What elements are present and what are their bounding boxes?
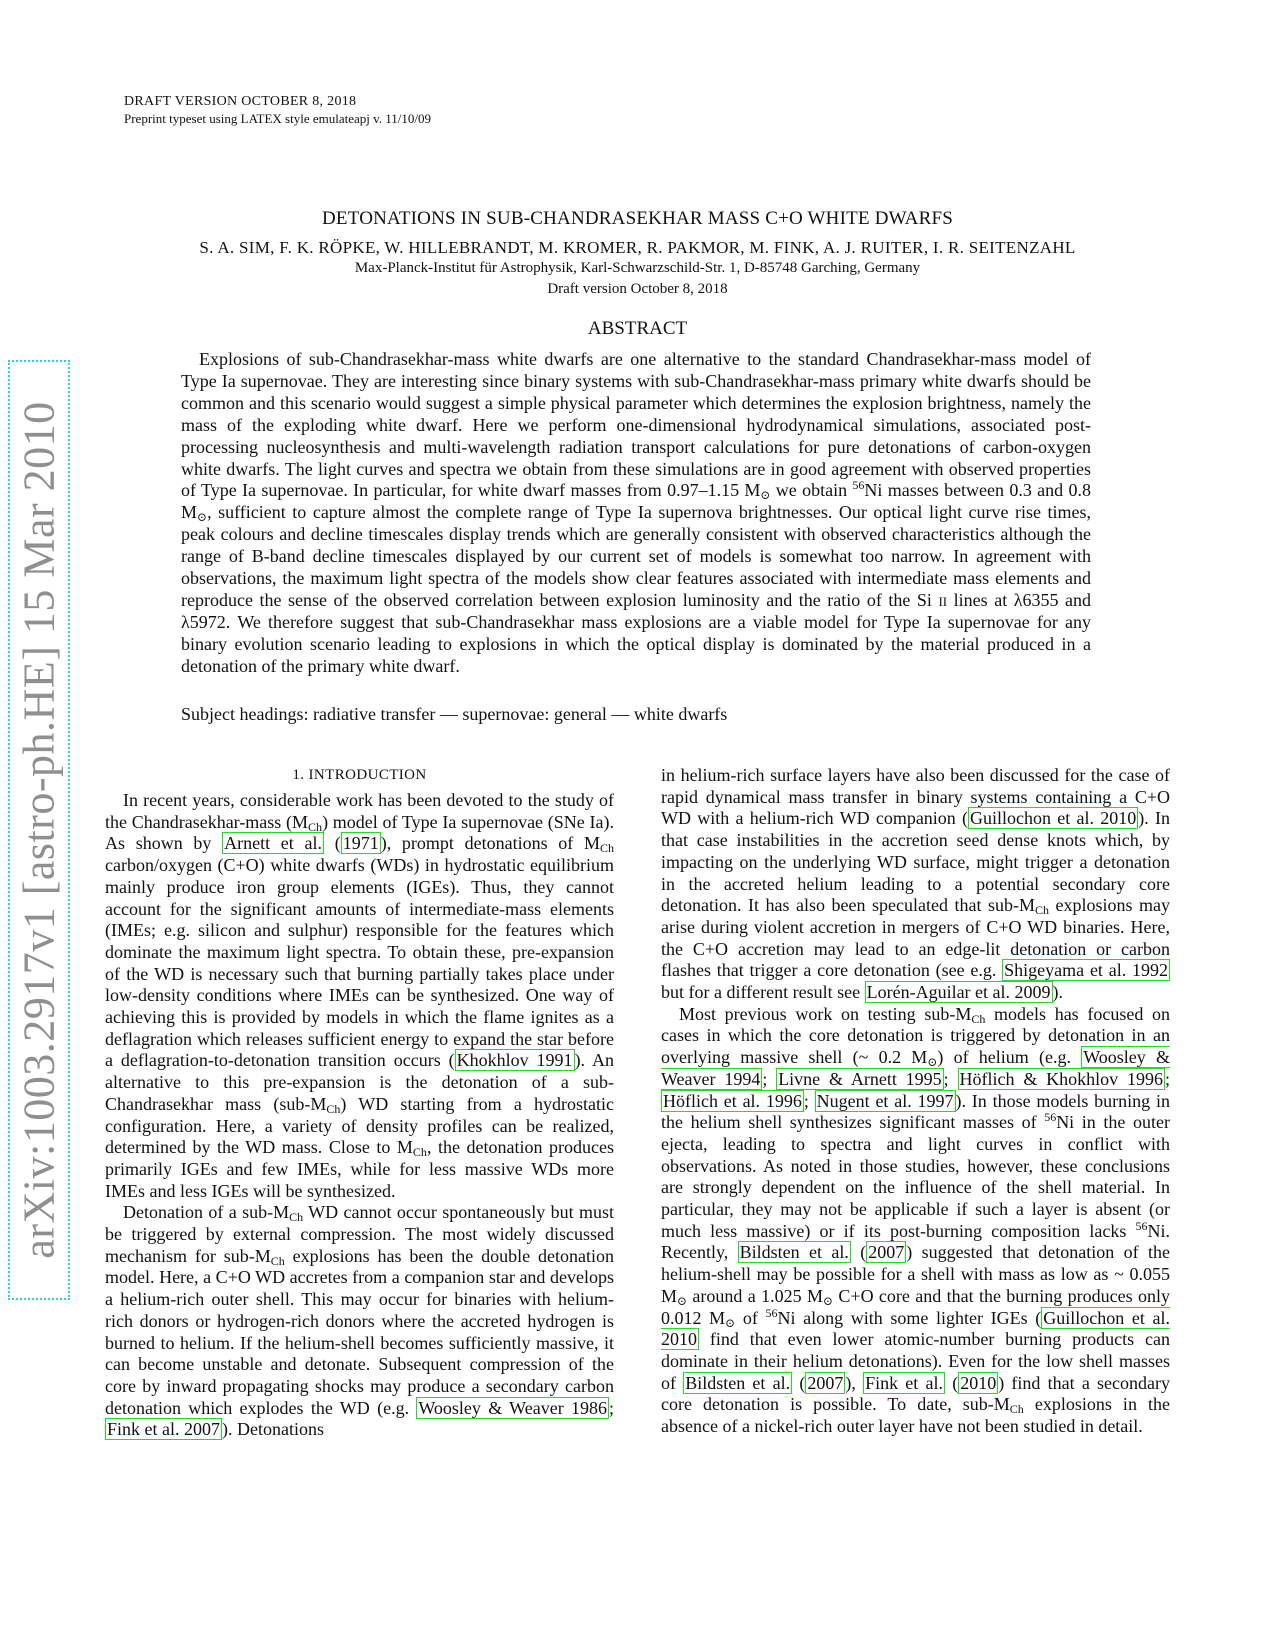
section-heading-introduction: 1. INTRODUCTION xyxy=(292,767,427,783)
abstract-heading: ABSTRACT xyxy=(587,318,688,339)
citation-link[interactable]: Bildsten et al. xyxy=(685,1372,791,1393)
paper-title: DETONATIONS IN SUB-CHANDRASEKHAR MASS C+O WHITE DWARFS xyxy=(322,208,953,229)
preprint-note: Preprint typeset using LATEX style emulateapj v. 11/10/09 xyxy=(124,111,432,126)
citation-link[interactable]: 2007 xyxy=(868,1242,905,1263)
author-list: S. A. SIM, F. K. RÖPKE, W. HILLEBRANDT, M. KROMER, R. PAKMOR, M. FINK, A. J. RUITER, I. R. SEITENZAHL xyxy=(199,238,1076,257)
right-column xyxy=(661,765,1170,1438)
affiliation: Max-Planck-Institut für Astrophysik, Karl-Schwarzschild-Str. 1, D-85748 Garching, Germany xyxy=(354,260,921,276)
citation-link[interactable]: Arnett et al. xyxy=(224,833,322,854)
citation-link[interactable]: Fink et al. xyxy=(865,1372,943,1393)
citation-link[interactable]: Woosley & Weaver 1986 xyxy=(418,1397,607,1418)
intro-paragraph-4: Most previous work on testing sub-$M_{Ch}$ models has focused on cases in which the core detonation is triggered by detonation in an overlying massive shell (~ 0.2 $M_⊙$) of helium (e.g. Woosley & Weaver 1994 ; Livne & Arnett 1995 ; Höflich & Khokhlov 1996 ; Höflich et al. 1996 ; Nugent et al. 1997 ). In those models burning in the helium shell synthesizes significant masses of $^{56}$Ni in the outer ejecta, leading to spectra and light curves in conflict with observations. As noted in those studies, however, these conclusions are strongly dependent on the influence of the shell material. In particular, they may not be applicable if such a layer is absent (or much less massive) or if its post-burning composition lacks $^{56}$Ni. Recently, Bildsten et al. ( 2007 ) suggested that detonation of the helium-shell may be possible for a shell with mass as low as ~ 0.055 $M_⊙$ around a 1.025 $M_⊙$ C+O core and that the burning produces only 0.012 $M_⊙$ of $^{56}$Ni along with some lighter IGEs ( Guillochon et al. 2010 find that even lower atomic-number burning products can dominate in their helium detonations). Even for the low shell masses of Bildsten et al. ( 2007 ), Fink et al. ( 2010 ) find that a secondary core detonation is possible. To date, sub-$M_{Ch}$ explosions in the absence of a nickel-rich outer layer have not been studied in detail. xyxy=(661,1003,1171,1437)
subject-headings: Subject headings: radiative transfer — supernovae: general — white dwarfs xyxy=(181,704,728,724)
left-column xyxy=(105,790,614,1441)
citation-link[interactable]: Khokhlov 1991 xyxy=(456,1050,573,1071)
draft-version: Draft version October 8, 2018 xyxy=(547,281,728,297)
intro-paragraph-3: in helium-rich surface layers have also been discussed for the case of rapid dynamical mass transfer in binary systems containing a C+O WD with a helium-rich WD companion ( Guillochon et al. 2010 ). In that case instabilities in the accretion seed dense knots which, by impacting on the underlying WD surface, might trigger a detonation in the accreted helium leading to a potential secondary core detonation. It has also been speculated that sub-$M_{Ch}$ explosions may arise during violent accretion in mergers of C+O WD binaries. Here, the C+O accretion may lead to an edge-lit detonation or carbon flashes that trigger a core detonation (see e.g. Shigeyama et al. 1992 but for a different result see Lorén-Aguilar et al. 2009 ). xyxy=(661,765,1170,1003)
arxiv-stamp-label: arXiv:1003.2917v1 [astro-ph.HE] 15 Mar 2010 xyxy=(14,401,64,1259)
citation-link[interactable]: Nugent et al. 1997 xyxy=(816,1090,954,1111)
citation-link[interactable]: Höflich et al. 1996 xyxy=(663,1090,802,1111)
citation-link[interactable]: Höflich & Khokhlov 1996 xyxy=(959,1068,1163,1089)
abstract-body: Explosions of sub-Chandrasekhar-mass white dwarfs are one alternative to the standard Chandrasekhar-mass model of Type Ia supernovae. They are interesting since binary systems with sub-Chandrasekhar-mass primary white dwarfs should be common and this scenario would suggest a simple physical parameter which determines the explosion brightness, namely the mass of the exploding white dwarf. Here we perform one-dimensional hydrodynamical simulations, associated post-processing nucleosynthesis and multi-wavelength radiation transport calculations for pure detonations of carbon-oxygen white dwarfs. The light curves and spectra we obtain from these simulations are in good agreement with observed properties of Type Ia supernovae. In particular, for white dwarf masses from 0.97–1.15 $M_⊙$ we obtain $^{56}$Ni masses between 0.3 and 0.8 $M_⊙$, sufficient to capture almost the complete range of Type Ia supernova brightnesses. Our optical light curve rise times, peak colours and decline timescales display trends which are generally consistent with observed characteristics although the range of B-band decline timescales displayed by our current set of models is somewhat too narrow. In agreement with observations, the maximum light spectra of the models show clear features associated with intermediate mass elements and reproduce the sense of the observed correlation between explosion luminosity and the ratio of the Si ii lines at λ6355 and λ5972. We therefore suggest that sub-Chandrasekhar mass explosions are a viable model for Type Ia supernovae for any binary evolution scenario leading to explosions in which the optical display is dominated by the material produced in a detonation of the primary white dwarf. xyxy=(181,349,1091,676)
citation-link[interactable]: Woosley & Weaver 1994 xyxy=(661,1047,1170,1089)
citation-link[interactable]: Bildsten et al. xyxy=(739,1242,849,1263)
citation-link[interactable]: Livne & Arnett 1995 xyxy=(778,1068,942,1089)
arxiv-stamp[interactable] xyxy=(8,360,70,1300)
intro-paragraph-2: Detonation of a sub-$M_{Ch}$ WD cannot occur spontaneously but must be triggered by external compression. The most widely discussed mechanism for sub-$M_{Ch}$ explosions has been the double detonation model. Here, a C+O WD accretes from a companion star and develops a helium-rich outer shell. This may occur for binaries with helium-rich donors or hydrogen-rich donors where the accreted hydrogen is burned to helium. If the helium-shell becomes sufficiently massive, it can become unstable and detonate. Subsequent compression of the core by inward propagating shocks may produce a secondary carbon detonation which explodes the WD (e.g. Woosley & Weaver 1986 ; Fink et al. 2007 ). Detonations xyxy=(105,1202,615,1440)
citation-link[interactable]: Lorén-Aguilar et al. 2009 xyxy=(866,982,1051,1003)
citation-link[interactable]: 1971 xyxy=(342,833,379,854)
citation-link[interactable]: 2007 xyxy=(807,1372,844,1393)
citation-link[interactable]: Fink et al. 2007 xyxy=(107,1419,220,1440)
intro-paragraph-1: In recent years, considerable work has been devoted to the study of the Chandrasekhar-mass $(M_{Ch})$ model of Type Ia supernovae (SNe Ia). As shown by Arnett et al. ( 1971 ), prompt detonations of $M_{Ch}$ carbon/oxygen (C+O) white dwarfs (WDs) in hydrostatic equilibrium mainly produce iron group elements (IGEs). Thus, they cannot account for the significant amounts of intermediate-mass elements (IMEs; e.g. silicon and sulphur) responsible for the features which dominate the maximum light spectra. To obtain these, pre-expansion of the WD is necessary such that burning partially takes place under low-density conditions where IMEs can be synthesized. One way of achieving this is provided by models in which the flame ignites as a deflagration which releases sufficient energy to expand the star before a deflagration-to-detonation transition occurs ( Khokhlov 1991 ). An alternative to this pre-expansion is the detonation of a sub-Chandrasekhar mass $(sub-M_{Ch})$ WD starting from a hydrostatic configuration. Here, a variety of density profiles can be realized, determined by the WD mass. Close to $M_{Ch}$, the detonation produces primarily IGEs and few IMEs, while for less massive WDs more IMEs and less IGEs will be synthesized. xyxy=(105,790,615,1201)
citation-link[interactable]: 2010 xyxy=(960,1372,997,1393)
draft-header: DRAFT VERSION OCTOBER 8, 2018 xyxy=(124,94,357,109)
citation-link[interactable]: Shigeyama et al. 1992 xyxy=(1004,960,1168,981)
citation-link[interactable]: Guillochon et al. 2010 xyxy=(970,808,1137,829)
citation-link[interactable]: Guillochon et al. 2010 xyxy=(661,1307,1170,1350)
